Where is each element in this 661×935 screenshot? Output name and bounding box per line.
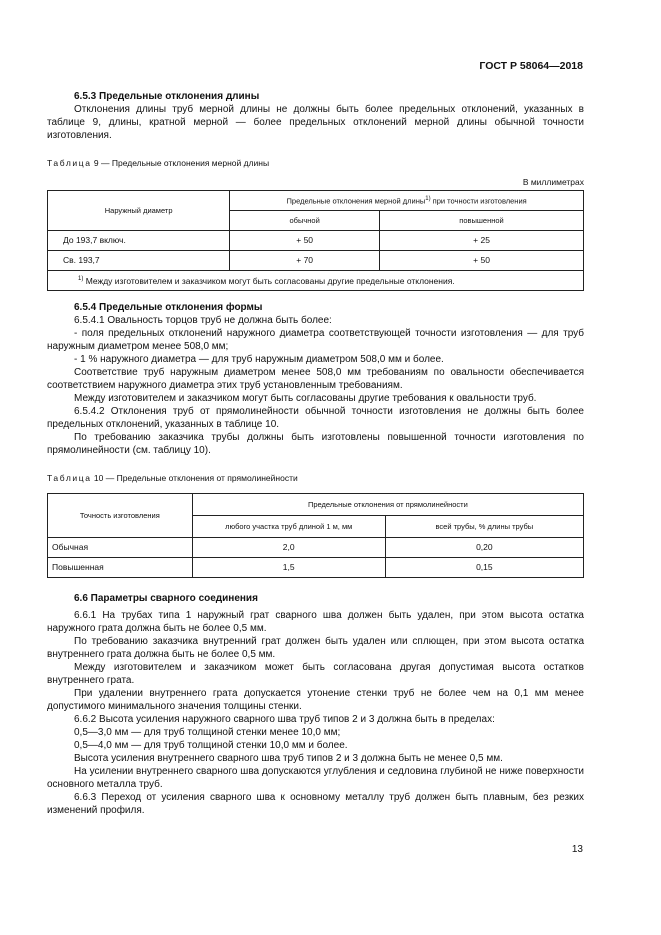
cell-diameter: Св. 193,7 <box>48 251 230 271</box>
column-header-high: повышенной <box>380 211 584 231</box>
paragraph: На усилении внутреннего сварного шва допускаются углубления и седловина глубиной не ниже поверхности основного металла труб. <box>47 766 584 790</box>
footnote-marker: 1) <box>425 196 431 203</box>
section-heading-6-6: 6.6 Параметры сварного соединения <box>74 593 258 604</box>
paragraph: 6.5.4.1 Овальность торцов труб не должна быть более: <box>74 315 332 326</box>
cell-diameter: До 193,7 включ. <box>48 231 230 251</box>
table-9-caption <box>47 157 584 170</box>
paragraph: Высота усиления внутреннего сварного шва труб типов 2 и 3 должна быть не менее 0,5 мм. <box>74 753 503 764</box>
column-header-any-section: любого участка труб длиной 1 м, мм <box>192 516 385 538</box>
paragraph: Между изготовителем и заказчиком может быть согласована другая допустимая высота остатков внутреннего грата. <box>47 662 584 686</box>
paragraph: 6.6.3 Переход от усиления сварного шва к основному металлу труб должен быть плавным, без резких изменений профиля. <box>47 792 584 816</box>
table-caption-label: Таблица <box>47 473 92 483</box>
cell-whole-pipe: 0,15 <box>385 558 583 578</box>
paragraph: Соответствие труб наружным диаметром менее 508,0 мм требованиям по овальности обеспечивается соответствием наружного диаметра этих труб установленным требованиям. <box>47 367 584 391</box>
table-10 <box>47 493 584 578</box>
paragraph: 6.6.2 Высота усиления наружного сварного шва труб типов 2 и 3 должна быть в пределах: <box>74 714 495 725</box>
cell-high: + 25 <box>380 231 584 251</box>
table-row <box>48 538 584 558</box>
column-header-deviation <box>230 191 584 211</box>
footnote-text: Между изготовителем и заказчиком могут быть согласованы другие предельные отклонения. <box>83 275 455 286</box>
cell-any-section: 2,0 <box>192 538 385 558</box>
section-heading-6-5-3: 6.5.3 Предельные отклонения длины <box>74 91 260 102</box>
cell-accuracy: Повышенная <box>48 558 193 578</box>
table-row <box>48 231 584 251</box>
column-header-diameter: Наружный диаметр <box>48 191 230 231</box>
table-row <box>48 251 584 271</box>
section-heading-6-5-4: 6.5.4 Предельные отклонения формы <box>74 302 263 313</box>
paragraph: 0,5—3,0 мм — для труб толщиной стенки менее 10,0 мм; <box>74 727 341 738</box>
table-footnote-row <box>48 271 584 291</box>
table-9-units: В миллиметрах <box>522 177 584 187</box>
paragraph: По требованию заказчика трубы должны быть изготовлены повышенной точности изготовления по прямолинейности (см. таблицу 10). <box>47 432 584 456</box>
document-code: ГОСТ Р 58064—2018 <box>479 60 583 72</box>
paragraph: - 1 % наружного диаметра — для труб наружным диаметром 508,0 мм и более. <box>74 354 444 365</box>
cell-accuracy: Обычная <box>48 538 193 558</box>
column-header-normal: обычной <box>230 211 380 231</box>
cell-high: + 50 <box>380 251 584 271</box>
footnote-marker: 1) <box>78 276 84 283</box>
column-header-whole-pipe: всей трубы, % длины трубы <box>385 516 583 538</box>
table-caption-text: 10 — Предельные отклонения от прямолинейности <box>93 473 298 483</box>
paragraph: 0,5—4,0 мм — для труб толщиной стенки 10,0 мм и более. <box>74 740 348 751</box>
cell-any-section: 1,5 <box>192 558 385 578</box>
table-footnote <box>48 271 584 291</box>
cell-normal: + 70 <box>230 251 380 271</box>
paragraph: Между изготовителем и заказчиком могут быть согласованы другие требования к овальности труб. <box>74 393 537 404</box>
paragraph: 6.6.1 На трубах типа 1 наружный грат сварного шва должен быть удален, при этом высота остатка наружного грата должна быть не более 0,5 мм. <box>47 610 584 634</box>
cell-normal: + 50 <box>230 231 380 251</box>
paragraph: Отклонения длины труб мерной длины не должны быть более предельных отклонений, указанных в таблице 9, длины, кратной мерной — более предельных отклонений мерной длины обычной точности изготовления. <box>47 104 584 141</box>
page-content <box>47 90 584 817</box>
paragraph: По требованию заказчика внутренний грат должен быть удален или сплющен, при этом высота остатка внутреннего грата должна быть не более 0,5 мм. <box>47 636 584 660</box>
table-9 <box>47 190 584 291</box>
column-header-straightness: Предельные отклонения от прямолинейности <box>192 494 583 516</box>
cell-whole-pipe: 0,20 <box>385 538 583 558</box>
column-header-accuracy: Точность изготовления <box>48 494 193 538</box>
page-number: 13 <box>571 844 583 855</box>
paragraph: 6.5.4.2 Отклонения труб от прямолинейности обычной точности изготовления не должны быть более предельных отклонений, указанных в таблице 10. <box>47 406 584 430</box>
table-row <box>48 558 584 578</box>
header-text: при точности изготовления <box>430 196 527 206</box>
header-text: Предельные отклонения мерной длины <box>286 196 426 206</box>
table-caption-text: 9 — Предельные отклонения мерной длины <box>93 158 270 168</box>
table-10-caption <box>47 472 584 485</box>
table-caption-label: Таблица <box>47 158 92 168</box>
paragraph: - поля предельных отклонений наружного диаметра соответствующей точности изготовления — для труб наружным диаметром менее 508,0 мм; <box>47 328 584 352</box>
paragraph: При удалении внутреннего грата допускается утонение стенки труб не более чем на 0,1 мм менее допустимого минимального значения толщины стенки. <box>47 688 584 712</box>
